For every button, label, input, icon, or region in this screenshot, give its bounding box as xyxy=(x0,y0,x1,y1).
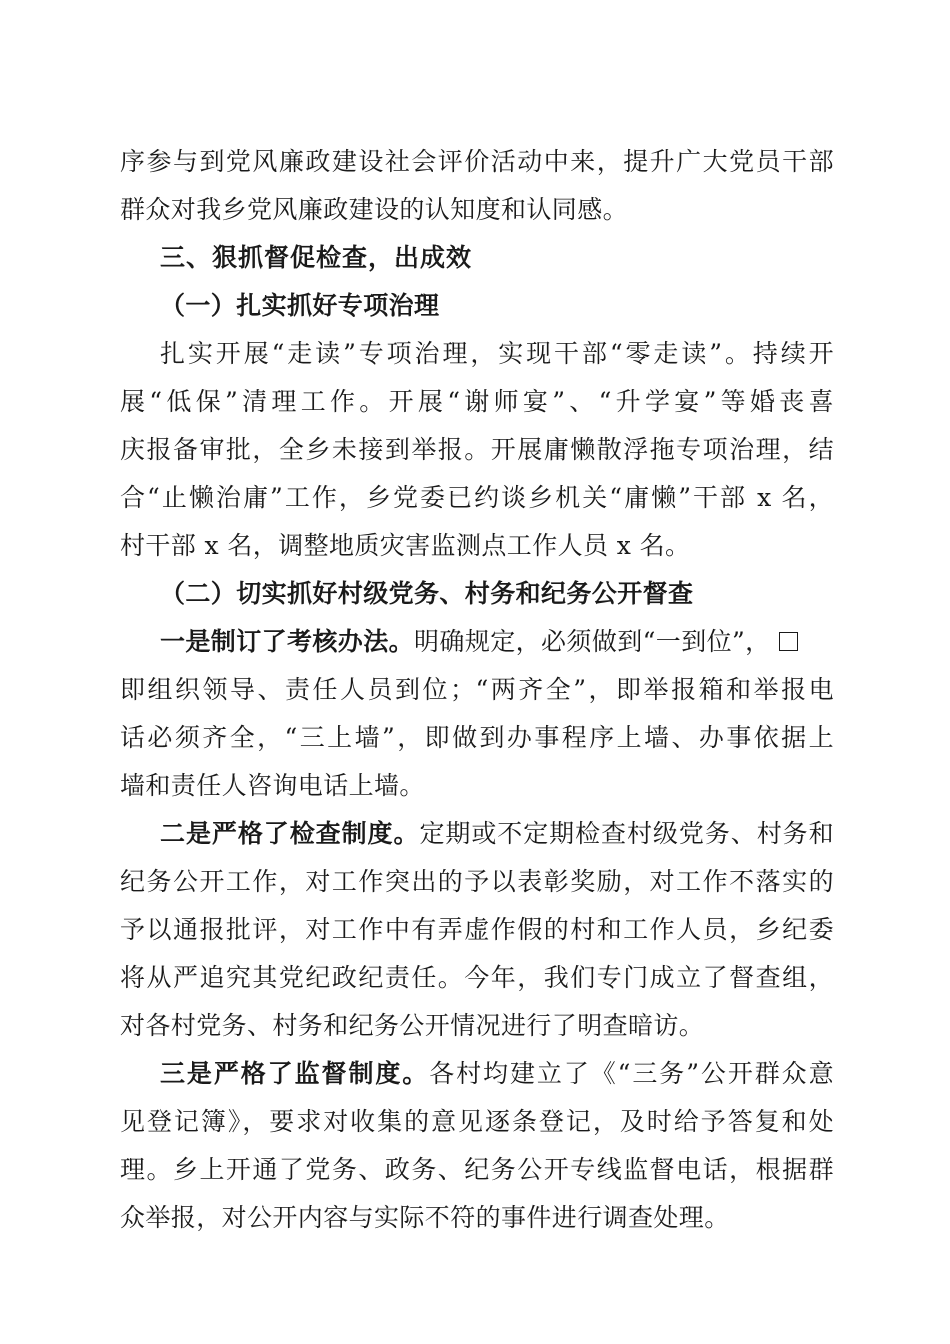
paragraph-line: 对各村党务、村务和纪务公开情况进行了明查暗访。 xyxy=(120,1011,705,1040)
paragraph-text: 明确规定，必须做到“一到位”， xyxy=(414,627,771,656)
intro-line: 序参与到党风廉政建设社会评价活动中来，提升广大党员干部 xyxy=(120,147,834,176)
subsection-heading: （二）切实抓好村级党务、村务和纪务公开督查 xyxy=(160,579,694,608)
paragraph-lead: 三是严格了监督制度。 xyxy=(160,1059,430,1088)
paragraph-first-line xyxy=(120,810,834,858)
intro-line: 群众对我乡党风廉政建设的认知度和认同感。 xyxy=(120,195,629,224)
paragraph-line: 话必须齐全，“三上墙”，即做到办事程序上墙、办事依据上 xyxy=(120,723,834,752)
paragraph-line: 展“低保”清理工作。开展“谢师宴”、“升学宴”等婚丧喜 xyxy=(120,387,834,416)
paragraph-line: 见登记簿》，要求对收集的意见逐条登记，及时给予答复和处 xyxy=(120,1107,834,1136)
paragraph-first-line xyxy=(120,1050,834,1098)
paragraph-line: 众举报，对公开内容与实际不符的事件进行调查处理。 xyxy=(120,1203,730,1232)
paragraph-line: 予以通报批评，对工作中有弄虚作假的村和工作人员，乡纪委 xyxy=(120,915,834,944)
paragraph-line: 纪务公开工作，对工作突出的予以表彰奖励，对工作不落实的 xyxy=(120,867,834,896)
paragraph-first-line xyxy=(120,618,834,666)
paragraph-lead: 一是制订了考核办法。 xyxy=(160,627,415,656)
paragraph-line: 扎实开展“走读”专项治理，实现干部“零走读”。持续开 xyxy=(160,339,834,368)
section-heading: 三、狠抓督促检查，出成效 xyxy=(160,243,473,272)
paragraph-line: 理。乡上开通了党务、政务、纪务公开专线监督电话，根据群 xyxy=(120,1155,834,1184)
paragraph-line: 墙和责任人咨询电话上墙。 xyxy=(120,771,425,800)
subsection-heading: （一）扎实抓好专项治理 xyxy=(160,291,440,320)
paragraph-lead: 二是严格了检查制度。 xyxy=(160,819,420,848)
document-page xyxy=(120,138,834,1242)
paragraph-line: 即组织领导、责任人员到位；“两齐全”，即举报箱和举报电 xyxy=(120,675,834,704)
paragraph-text: 定期或不定期检查村级党务、村务和 xyxy=(419,819,834,848)
paragraph-line: 村干部 x 名，调整地质灾害监测点工作人员 x 名。 xyxy=(120,531,691,560)
checkbox-glyph xyxy=(779,632,798,651)
paragraph-line: 庆报备审批，全乡未接到举报。开展庸懒散浮拖专项治理，结 xyxy=(120,435,834,464)
paragraph-line: 将从严追究其党纪政纪责任。今年，我们专门成立了督查组， xyxy=(120,963,834,992)
paragraph-text: 各村均建立了《“三务”公开群众意 xyxy=(429,1059,834,1088)
paragraph-line: 合“止懒治庸”工作，乡党委已约谈乡机关“庸懒”干部 x 名， xyxy=(120,483,834,512)
